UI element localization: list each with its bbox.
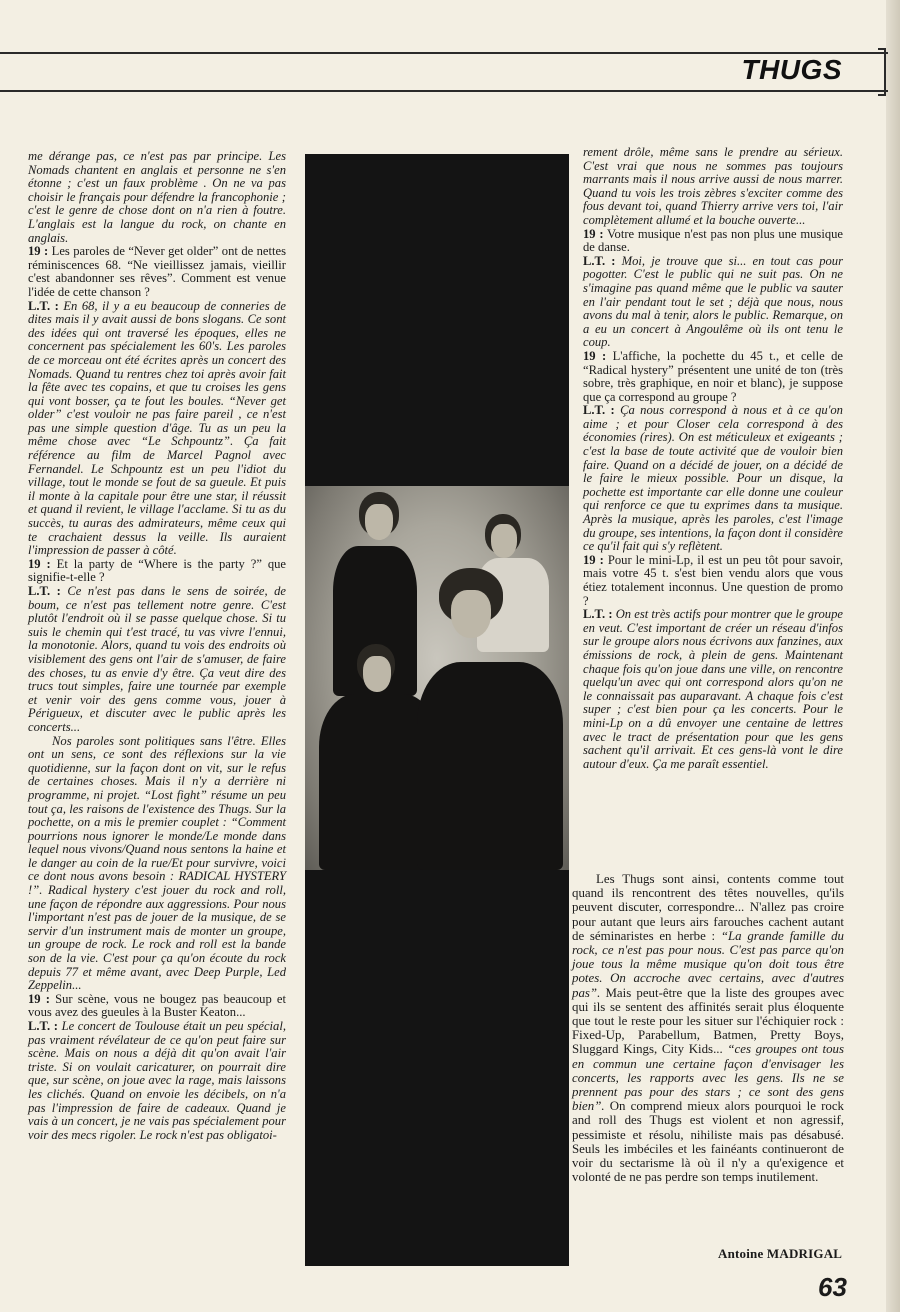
question: 19 : L'affiche, la pochette du 45 t., et celle de “Radical hystery” présentent une unité de ton (très sobre, très graphique, en noir et blanc), je suppose que ça correspond au groupe ? bbox=[583, 348, 843, 404]
header-tab bbox=[878, 48, 886, 96]
question: 19 : Pour le mini-Lp, il est un peu tôt pour savoir, mais votre 45 t. s'est bien vendu alors que vous étiez totalement inconnus. Une question de promo ? bbox=[583, 552, 843, 608]
answer: L.T. : Le concert de Toulouse était un peu spécial, pas vraiment révélateur de ce qu'on peut faire sur scène. Mais on nous a déjà dit qu'on avait l'air triste. Si on voulait caricaturer, on pourrait dire que, sur scène, on joue avec la rage, mais laissons les clichés. Quand on envoie les décibels, on n'a pas l'impression de faire de cadeaux. Quand je vais à un concert, je ne vais pas spécialement pour voir des mecs rigoler. Le rock n'est pas obligatoi- bbox=[28, 1019, 286, 1142]
paragraph: me dérange pas, ce n'est pas par principe. Les Nomads chantent en anglais et personne ne s'en étonne ; c'est un faux problème . On ne va pas choisir le français pour défendre la francophonie ; c'est le genre de chose dont on n'a rien à foutre. L'anglais est la langue du rock, on chante en anglais. bbox=[28, 149, 286, 245]
band-photo bbox=[305, 486, 569, 870]
answer: L.T. : Moi, je trouve que si... en tout cas pour pogotter. C'est le public qui ne suit pas. On ne s'imagine pas quand même que le public va sauter en l'air pendant tout le set ; déjà que nous, nous avons du mal à tenir, alors le public. Remarque, on a eu un concert à Angoulême où ils ont tenu le coup. bbox=[583, 253, 843, 350]
section-title: THUGS bbox=[741, 54, 842, 85]
answer: L.T. : En 68, il y a eu beaucoup de conneries de dites mais il y avait aussi de bons slogans. Ce sont des idées qui ont traversé les époques, elles ne concernent pas spécialement les 60's. Les paroles de ce morceau ont été écrites après un concert des Nomads. Quand tu rentres chez toi après avoir fait la fête avec tes copains, et que tu croises les gens qui vont bosser, ça te fout les boules. “Never get older” c'est vouloir ne pas faire pareil , ce n'est pas une simple question d'âge. Tu as un peu la même chose avec “Le Schpountz”. Ça fait référence au film de Marcel Pagnol avec Fernandel. Le Schpountz est un peu l'idiot du village, tout le monde se fout de sa gueule. Et puis il monte à la capitale pour être une star, il réussit et quand il revient, le village l'acclame. Si tu as du succès, tu auras des admirateurs, même ceux qui te crachaient dessus la veille. Ils auraient l'impression de passer à côté. bbox=[28, 298, 286, 558]
header-bottom-rule bbox=[0, 90, 888, 92]
article-column-2 bbox=[583, 146, 843, 771]
answer: L.T. : On est très actifs pour montrer que le groupe en veut. C'est important de créer un réseau d'infos sur le groupe alors nous écrivons aux fanzines, aux émissions de rock, à plein de gens. Maintenant chaque fois qu'on joue dans une ville, on rencontre quelqu'un avec qui ont correspond alors qu'on ne le connaissait pas auparavant. A chaque fois c'est super ; c'est bien pour ça les concerts. Pour le mini-Lp on a dû envoyer une centaine de lettres avec le tract de présentation pour que les gens sachent qu'il arrivait. Et ces gens-là vont le dire autour d'eux. Ça me paraît essentiel. bbox=[583, 607, 843, 771]
page-edge bbox=[886, 0, 900, 1312]
question: 19 : Sur scène, vous ne bougez pas beaucoup et vous avez des gueules à la Buster Keaton... bbox=[28, 991, 287, 1020]
answer: L.T. : Ça nous correspond à nous et à ce qu'on aime ; et pour Closer cela correspond à des économies (rires). On est méticuleux et exigeants ; c'est la base de toute activité que de vouloir bien faire. Quand on a décidé de jouer, on a décidé de le faire le mieux possible. Pour un disque, la pochette est importante car elle donne une couleur qui renforce ce que tu exprimes dans ta musique. Après la musique, après les paroles, c'est l'image du groupe, ses intentions, la façon dont il considère ce qu'il fait qui s'y reflètent. bbox=[583, 403, 844, 554]
page-number: 63 bbox=[818, 1272, 847, 1302]
answer-continued: rement drôle, même sans le prendre au sérieux. C'est vrai que nous ne sommes pas toujours marrants mais il nous arrive aussi de nous marrer. Quand tu vois les trois zèbres s'exciter comme des fous devant toi, quand Thierry arrive vers toi, l'air complètement allumé et la bouche ouverte... bbox=[583, 145, 843, 227]
question: 19 : Votre musique n'est pas non plus une musique de danse. bbox=[583, 226, 844, 255]
question: 19 : Et la party de “Where is the party ?” que signifie-t-elle ? bbox=[28, 556, 287, 585]
article-conclusion bbox=[572, 872, 844, 1184]
question: 19 : Les paroles de “Never get older” ont de nettes réminiscences 68. “Ne vieillissez jamais, vieillir c'est abandonner ses rêves”. Comment est venue l'idée de cette chanson ? bbox=[28, 244, 287, 299]
conclusion-paragraph: Les Thugs sont ainsi, contents comme tout quand ils rencontrent des têtes nouvelles, qu'ils peuvent discuter, correspondre... N'allez pas croire pour autant que leurs airs farouches cachent autant de séminaristes en herbe : “La grande famille du rock, ce n'est pas pour nous. C'est pas parce qu'on joue tous la même musique qu'on doit tous être potes. On accroche avec certains, avec d'autres pas”. Mais peut-être que la liste des groupes avec qui ils se sentent des affinités serait plus éloquente que tout le reste pour les situer sur l'échiquier rock : Fixed-Up, Parabellum, Batmen, Pretty Boys, Sluggard Kings, City Kids... “ces groupes ont tous en commun une certaine façon d'envisager les concerts, les rapports avec les gens. Ils ne se prennent pas pour des stars ; ce sont des gens bien”. On comprend mieux alors pourquoi le rock and roll des Thugs est violent et non agressif, pessimiste et résolu, nihiliste mais pas désabusé. Seuls les imbéciles et les fainéants continueront de voir du sectarisme là où il n'y a qu'exigence et volonté de ne pas perdre son temps inutilement. bbox=[572, 872, 844, 1185]
article-column-1 bbox=[28, 150, 286, 1142]
paragraph: Nos paroles sont politiques sans l'être. Elles ont un sens, ce sont des réflexions sur la vie quotidienne, sur la façon dont on vit, sur le refus de certaines choses. Mais il n'y a derrière ni programme, ni projet. “Lost fight” résume un peu tout ça, les raisons de l'existence des Thugs. Sur la pochette, on a mis le premier couplet : “Comment pourrions nous ignorer le monde/Le monde dans lequel nous vivons/Quand nous sentons la haine et le danger au coin de la rue/Et pour survivre, voici ce dont nous avons besoin : RADICAL HYSTERY !”. Radical hystery c'est jouer du rock and roll, une façon de répondre aux aggressions. Pour nous l'important n'est pas de jouer de la musique, de se servir d'un instrument mais de monter un groupe, un groupe de rock. Le rock and roll est la bande son de la vie. C'est pour ça qu'on écoute du rock depuis 77 et même avant, avec Deep Purple, Led Zeppelin... bbox=[28, 733, 286, 993]
answer: L.T. : Ce n'est pas dans le sens de soirée, de boum, ce n'est pas tellement notre genre. C'est plutôt l'endroit où il se passe quelque chose. Si tu suis le chemin qui t'est tracé, tu vas vivre l'ennui, la monotonie. Alors, quand tu vois des endroits où visiblement des gens ont l'air de s'amuser, de faire des choses, tu as envie d'y être. Ça veut dire des trucs tout simples, faire une tournée par exemple et venir voir des gens comme vous, jouer à Périgueux, et discuter avec le public après les concerts... bbox=[28, 584, 287, 734]
author-signature: Antoine MADRIGAL bbox=[718, 1246, 843, 1261]
